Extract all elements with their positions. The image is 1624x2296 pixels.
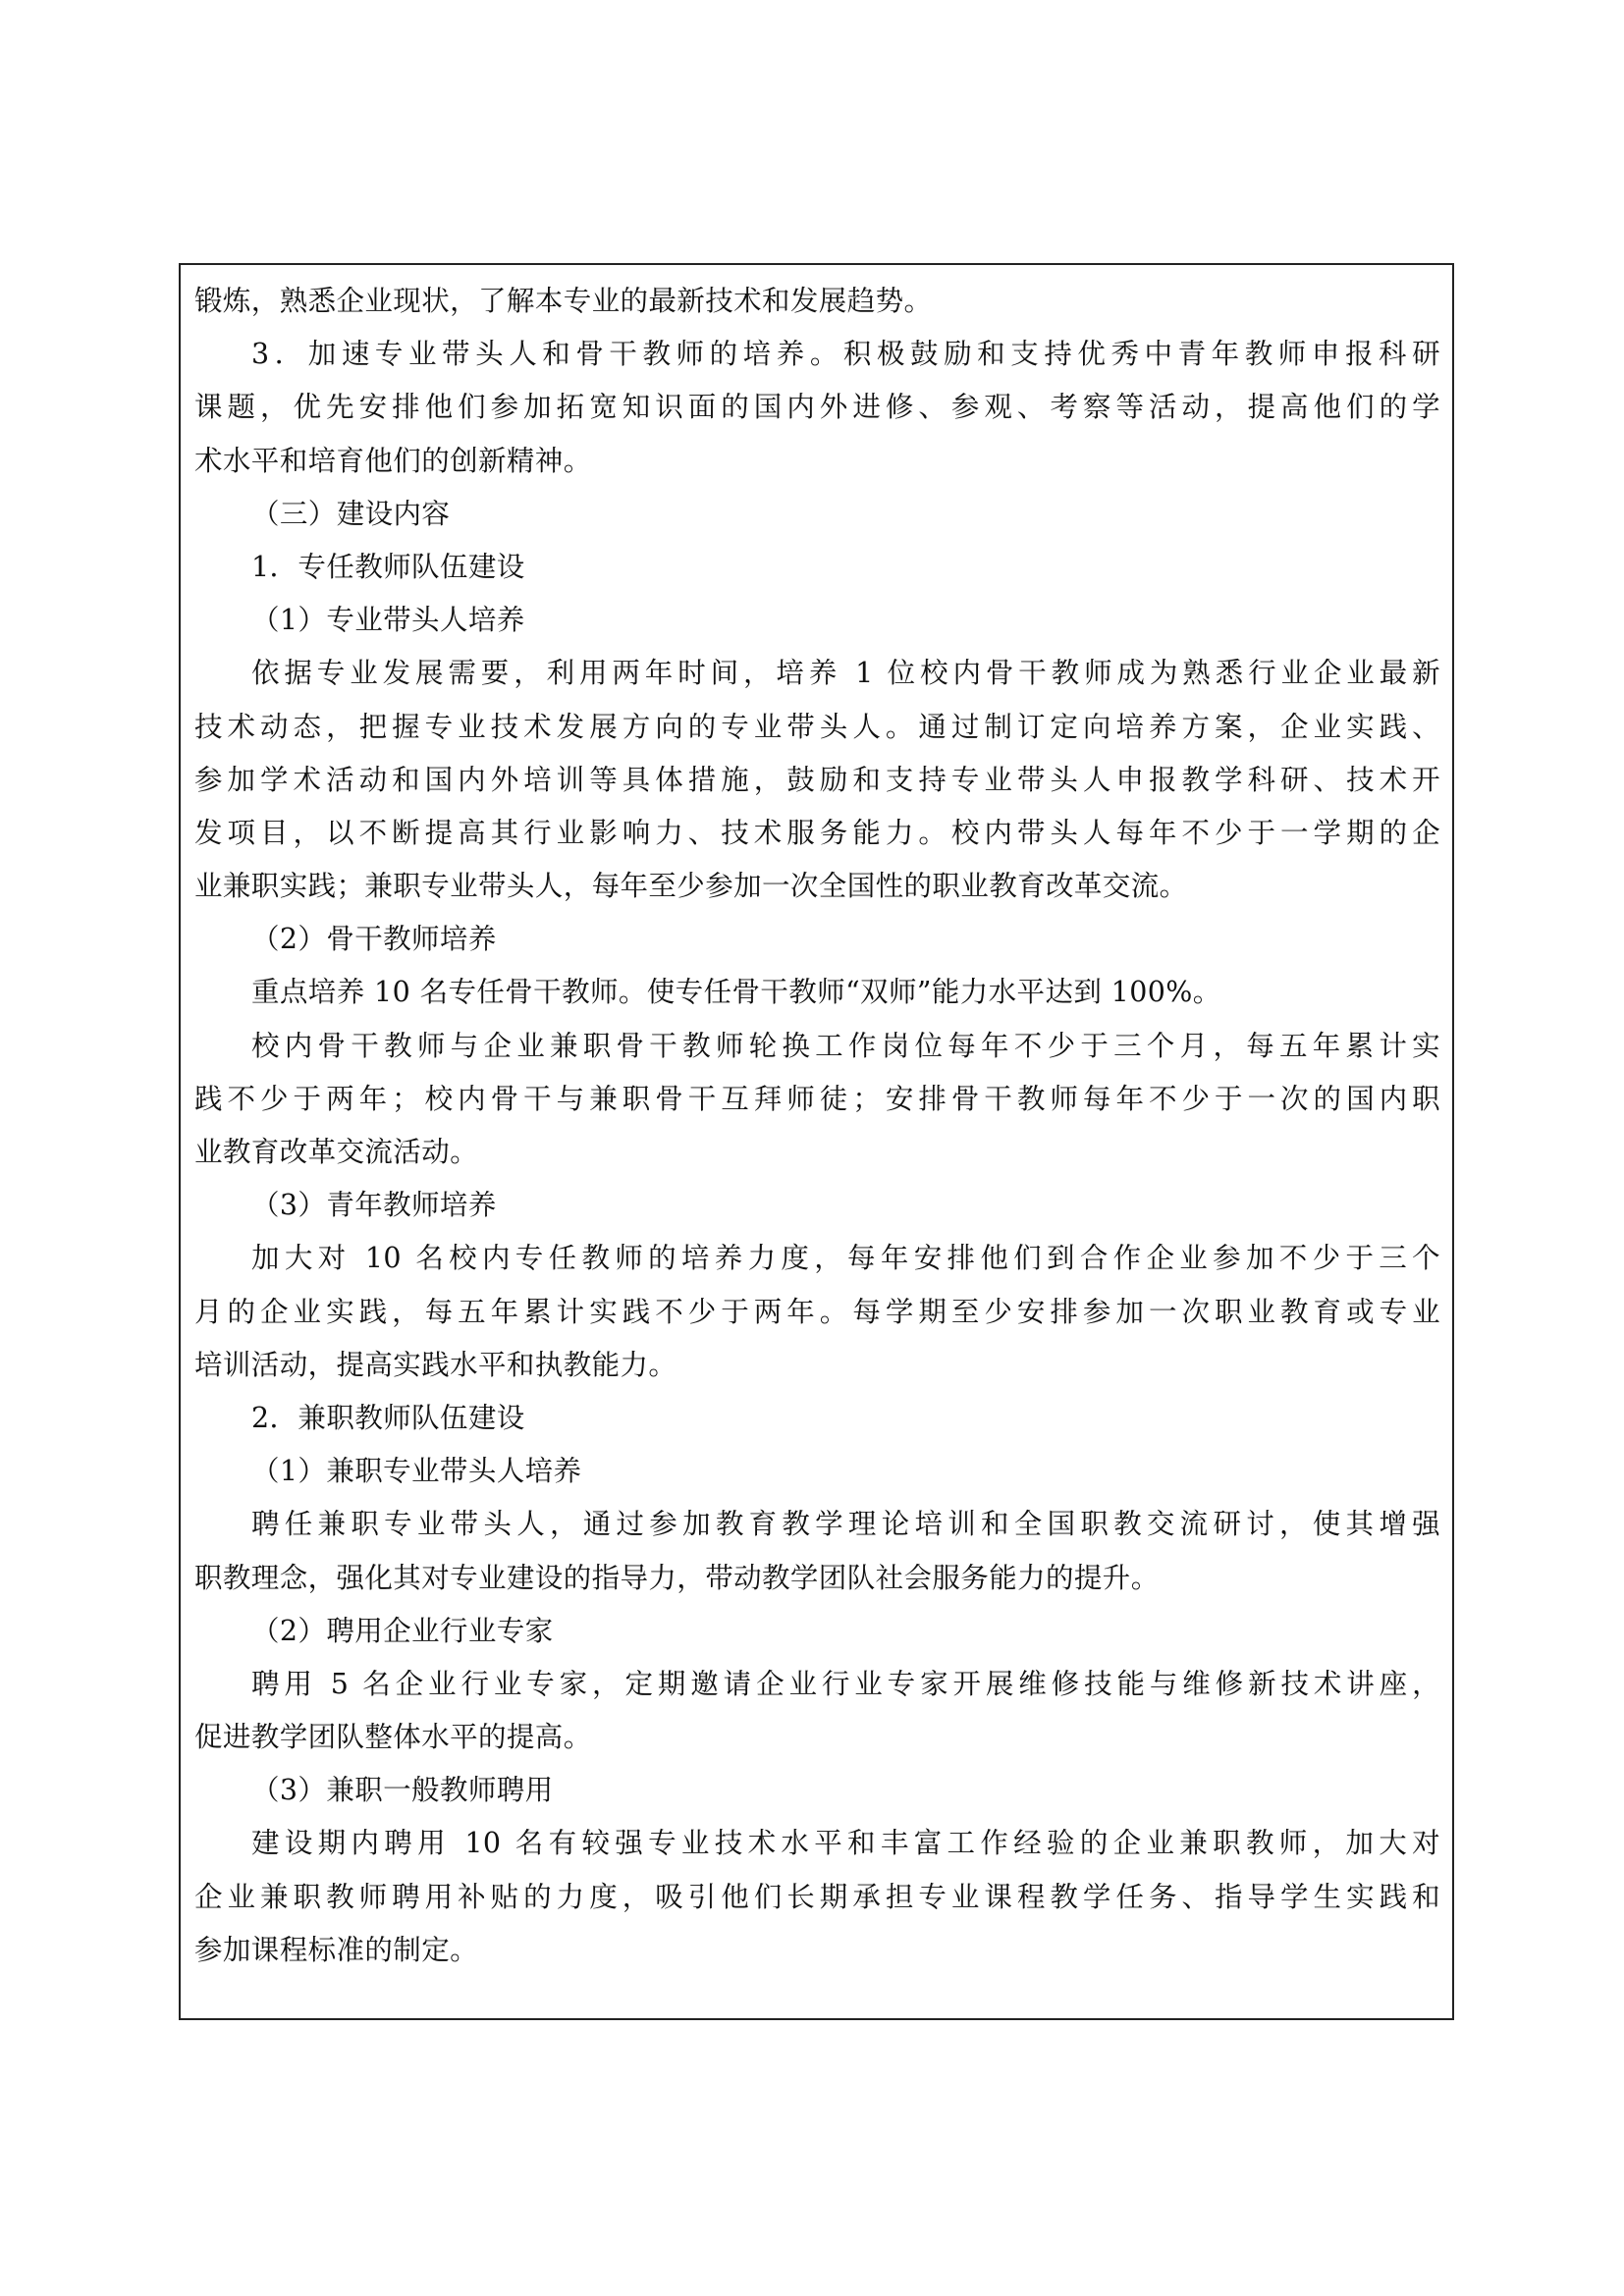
- paragraph-line: 锻炼，熟悉企业现状，了解本专业的最新技术和发展趋势。: [194, 285, 933, 317]
- subsection-heading: 2．兼职教师队伍建设: [251, 1401, 525, 1434]
- item-heading: （1）专业带头人培养: [251, 604, 525, 637]
- paragraph-line: 重点培养 10 名专任骨干教师。使专任骨干教师“双师”能力水平达到 100%。: [251, 976, 1221, 1009]
- paragraph-line: 术水平和培育他们的创新精神。: [194, 444, 592, 477]
- document-frame: [179, 263, 1454, 2020]
- subsection-heading: 1．专任教师队伍建设: [251, 550, 525, 583]
- paragraph-line: 3．加速专业带头人和骨干教师的培养。积极鼓励和支持优秀中青年教师申报科研: [251, 338, 1440, 371]
- paragraph-line: 课题，优先安排他们参加拓宽知识面的国内外进修、参观、考察等活动，提高他们的学: [194, 391, 1440, 424]
- paragraph-line: 业教育改革交流活动。: [194, 1136, 479, 1168]
- paragraph-line: 建设期内聘用 10 名有较强专业技术水平和丰富工作经验的企业兼职教师，加大对: [251, 1827, 1440, 1860]
- item-heading: （1）兼职专业带头人培养: [251, 1455, 582, 1488]
- paragraph-line: 业兼职实践；兼职专业带头人，每年至少参加一次全国性的职业教育改革交流。: [194, 870, 1188, 903]
- paragraph-line: 践不少于两年；校内骨干与兼职骨干互拜师徒；安排骨干教师每年不少于一次的国内职: [194, 1082, 1440, 1115]
- paragraph-line: 聘用 5 名企业行业专家，定期邀请企业行业专家开展维修技能与维修新技术讲座，: [251, 1667, 1440, 1700]
- item-heading: （2）骨干教师培养: [251, 923, 497, 956]
- paragraph-line: 技术动态，把握专业技术发展方向的专业带头人。通过制订定向培养方案，企业实践、: [194, 710, 1440, 743]
- paragraph-line: 校内骨干教师与企业兼职骨干教师轮换工作岗位每年不少于三个月，每五年累计实: [251, 1029, 1440, 1062]
- paragraph-line: 月的企业实践，每五年累计实践不少于两年。每学期至少安排参加一次职业教育或专业: [194, 1295, 1440, 1328]
- item-heading: （3）兼职一般教师聘用: [251, 1774, 554, 1807]
- paragraph-line: 参加学术活动和国内外培训等具体措施，鼓励和支持专业带头人申报教学科研、技术开: [194, 763, 1440, 796]
- item-heading: （2）聘用企业行业专家: [251, 1614, 554, 1647]
- paragraph-line: 职教理念，强化其对专业建设的指导力，带动教学团队社会服务能力的提升。: [194, 1561, 1160, 1594]
- paragraph-line: 加大对 10 名校内专任教师的培养力度，每年安排他们到合作企业参加不少于三个: [251, 1242, 1440, 1275]
- paragraph-line: 企业兼职教师聘用补贴的力度，吸引他们长期承担专业课程教学任务、指导学生实践和: [194, 1880, 1440, 1913]
- paragraph-line: 培训活动，提高实践水平和执教能力。: [194, 1348, 677, 1381]
- paragraph-line: 参加课程标准的制定。: [194, 1933, 479, 1966]
- paragraph-line: 发项目，以不断提高其行业影响力、技术服务能力。校内带头人每年不少于一学期的企: [194, 816, 1440, 849]
- paragraph-line: 依据专业发展需要，利用两年时间，培养 1 位校内骨干教师成为熟悉行业企业最新: [251, 657, 1440, 690]
- paragraph-line: 促进教学团队整体水平的提高。: [194, 1721, 592, 1754]
- paragraph-line: 聘任兼职专业带头人，通过参加教育教学理论培训和全国职教交流研讨，使其增强: [251, 1508, 1440, 1541]
- section-heading: （三）建设内容: [251, 497, 451, 530]
- item-heading: （3）青年教师培养: [251, 1189, 497, 1222]
